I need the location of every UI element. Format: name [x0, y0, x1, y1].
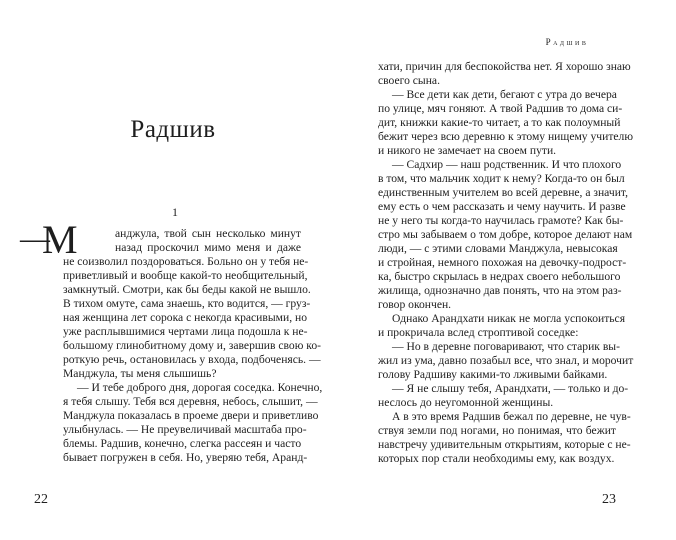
- text-line: которых пор стали необходимы ему, как воздух.: [378, 452, 615, 465]
- chapter-title: Радшив: [130, 116, 216, 143]
- text-line: не у него ты когда-то научилась грамоте? Как бы-: [378, 214, 624, 227]
- text-line: замкнутый. Смотри, как бы беды какой не вышло.: [63, 283, 311, 296]
- text-line: и никого не замечает на своем пути.: [378, 144, 557, 157]
- text-line: — Я не слышу тебя, Арандхати, — только и до-: [392, 382, 629, 395]
- text-line: по улице, мяч гоняют. А твой Радшив то дома си-: [378, 102, 623, 115]
- text-line: неслось до неугомонной женщины.: [378, 396, 554, 409]
- running-head: Радшив: [545, 37, 589, 47]
- text-line: — Все дети как дети, бегают с утра до вечера: [392, 88, 617, 101]
- text-line: и стройная, немного похожая на девочку-подрост-: [378, 256, 627, 269]
- text-line: люди, — с этими словами Манджула, невысокая: [378, 242, 618, 255]
- text-line: Манджула показалась в проеме двери и приветливо: [63, 409, 319, 422]
- left-body-text: [63, 227, 323, 465]
- text-line: приветливый и вообще какой-то необщительный,: [63, 269, 308, 282]
- text-line: — И тебе доброго дня, дорогая соседка. Конечно,: [77, 381, 323, 394]
- text-line: уже расплывшимися чертами лица подошла к не-: [63, 325, 308, 338]
- text-line: голову Радшиву какими-то лживыми байками.: [378, 368, 608, 381]
- text-line: жил из ума, давно позабыл все, что знал, и морочит: [378, 354, 634, 367]
- text-line: — Но в деревне поговаривают, что старик вы-: [392, 340, 620, 353]
- text-line: своего сына.: [378, 74, 440, 87]
- text-line: ка, быстро скрылась в недрах своего небольшого: [378, 270, 621, 283]
- text-line: в том, что мальчик ходит к нему? Когда-то он был: [378, 172, 625, 185]
- text-line: ствуя земли под ногами, но понимая, что бежит: [378, 424, 616, 437]
- text-line: не соизволил поздороваться. Больно он у тебя не-: [63, 255, 309, 268]
- text-line: хати, причин для беспокойства нет. Я хорошо знаю: [378, 60, 631, 73]
- page-number: 23: [602, 492, 616, 507]
- text-line: анджула, твой сын несколько минут: [115, 227, 301, 240]
- text-line: ная женщина лет сорока с некогда красивыми, но: [63, 311, 307, 324]
- text-line: и прокричала вслед строптивой соседке:: [378, 326, 579, 339]
- text-line: роткую речь, остановилась у входа, подбоченясь. —: [63, 353, 321, 366]
- text-line: стро мы забываем о том добре, которое делают нам: [378, 228, 633, 241]
- text-line: А в это время Радшив бежал по деревне, не чув-: [392, 410, 631, 423]
- right-body-text: [378, 60, 634, 466]
- right-page: [338, 0, 676, 540]
- text-line: блемы. Радшив, конечно, слегка рассеян и часто: [63, 437, 302, 450]
- text-line: жилища, однозначно дав понять, что на этом раз-: [378, 284, 622, 297]
- text-line: В тихом омуте, сама знаешь, кто водится, — груз-: [63, 297, 311, 310]
- text-line: говор окончен.: [378, 298, 452, 311]
- text-line: навстречу удивительным открытиям, которые с не-: [378, 438, 631, 451]
- text-line: улыбнулась. — Не преувеличивай масштаба про-: [63, 423, 307, 436]
- page-number: 22: [34, 492, 48, 507]
- text-line: единственным учителем во всей деревне, а значит,: [378, 186, 628, 199]
- drop-cap-letter: М: [42, 217, 78, 262]
- text-line: ему есть о чем рассказать и чему научить. И разве: [378, 200, 626, 213]
- text-line: дит, книжки какие-то читает, а то как полоумный: [378, 116, 621, 129]
- text-line: бежит через всю деревню к этому нищему учителю: [378, 130, 633, 143]
- chapter-number: 1: [172, 205, 178, 219]
- text-line: Манджула, ты меня слышишь?: [63, 367, 217, 380]
- text-line: я тебя слышу. Тебя вся деревня, небось, слышит, —: [63, 395, 318, 408]
- text-line: большому глинобитному дому и, завершив свою ко-: [63, 339, 321, 352]
- text-line: бывает погружен в себя. Но, уверяю тебя, Аранд-: [63, 451, 308, 464]
- drop-cap-dash: —: [20, 222, 50, 255]
- text-line: — Садхир — наш родственник. И что плохого: [392, 158, 622, 171]
- text-line: назад проскочил мимо меня и даже: [115, 241, 301, 254]
- text-line: Однако Арандхати никак не могла успокоиться: [392, 312, 626, 325]
